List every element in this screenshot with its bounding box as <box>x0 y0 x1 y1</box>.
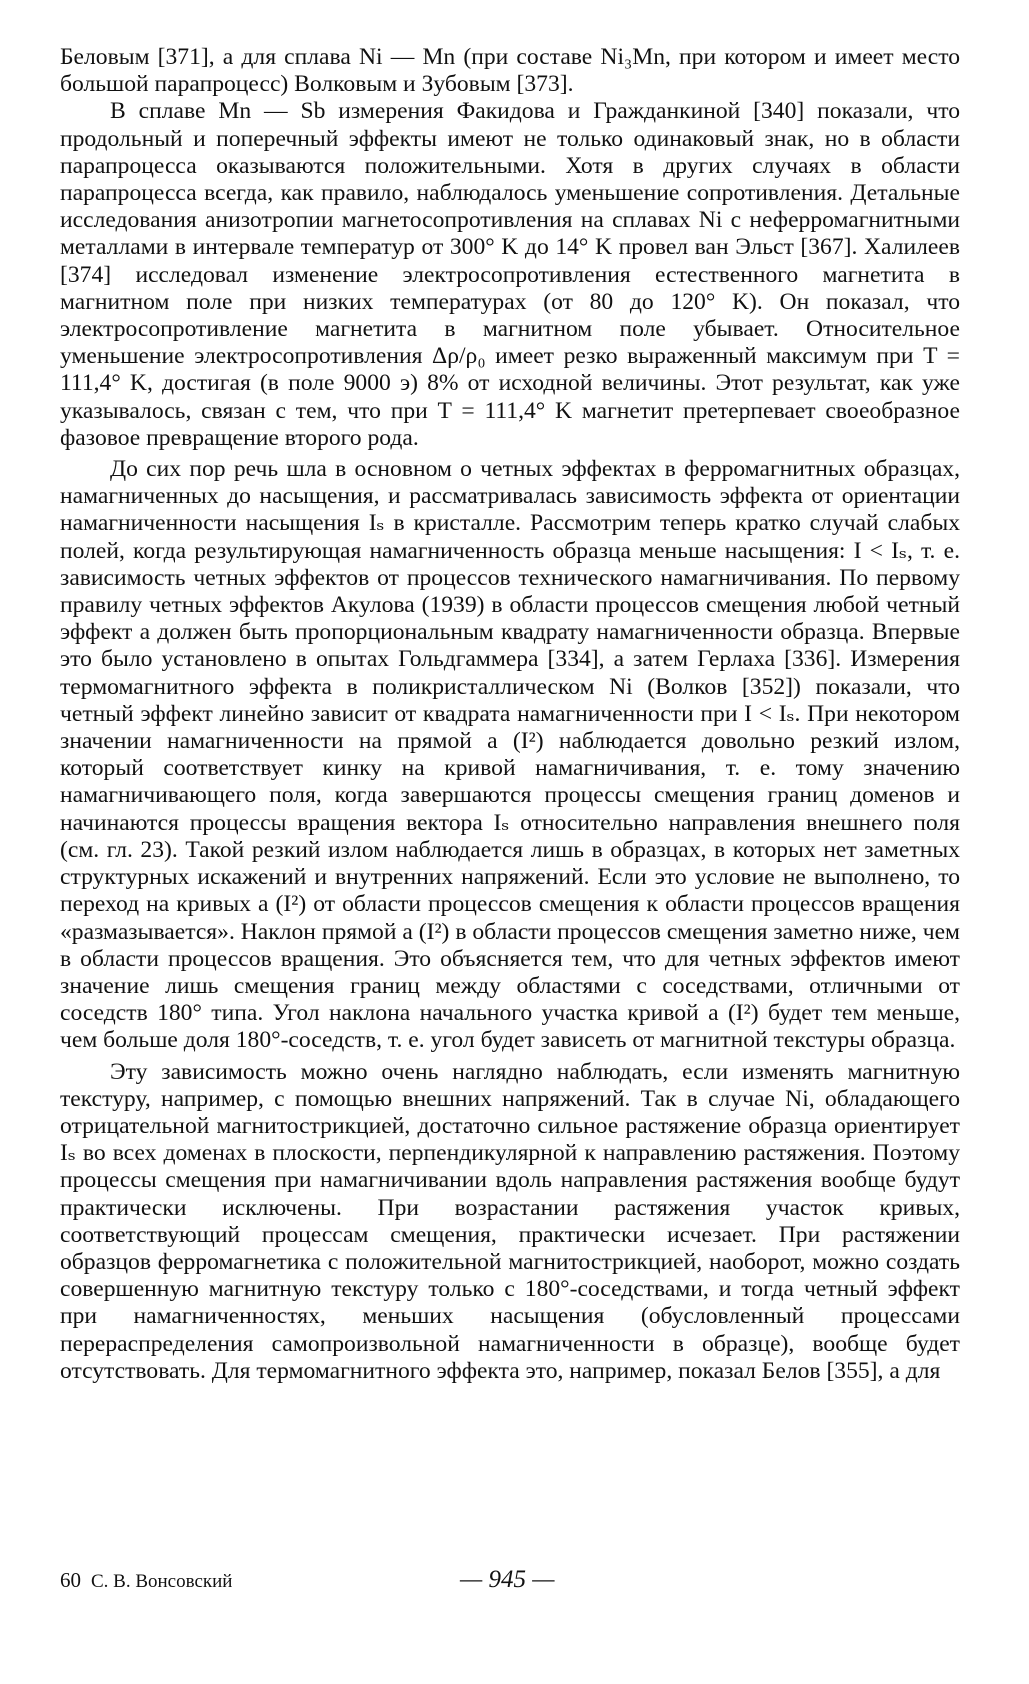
paragraph-1: Беловым [371], а для сплава Ni — Mn (при составе Ni₃Mn, при котором и имеет место большой парапроцесс) Волковым и Зубовым [373]. <box>60 44 960 98</box>
paragraph-4: Эту зависимость можно очень наглядно наблюдать, если изменять магнитную текстуру, например, с помощью внешних напряжений. Так в случае Ni, обладающего отрицательной магнитострикцией, достаточно сильное растяжение образца ориентирует Iₛ во всех доменах в плоскости, перпендикулярной к направлению растяжения. Поэтому процессы смещения при намагничивании вдоль направления растяжения вообще будут практически исключены. При возрастании растяжения участок кривых, соответствующий процессам смещения, практически исчезает. При растяжении образцов ферромагнетика с положительной магнитострикцией, наоборот, можно создать совершенную магнитную текстуру только с 180°-соседствами, и тогда четный эффект при намагниченностях, меньших насыщения (обусловленный процессами перераспределения самопроизвольной намагниченности в образце), вообще будет отсутствовать. Для термомагнитного эффекта это, например, показал Белов [355], а для <box>60 1058 960 1384</box>
page-number: — 945 — <box>460 1566 555 1593</box>
signature-text: С. В. Вонсовский <box>91 1571 233 1592</box>
page-footer <box>60 1568 960 1600</box>
paragraph-2: В сплаве Mn — Sb измерения Факидова и Гражданкиной [340] показали, что продольный и поперечный эффекты имеют не только одинаковый знак, но в области парапроцесса оказываются положительными. Хотя в других случаях в области парапроцесса всегда, как правило, наблюдалось уменьшение сопротивления. Детальные исследования анизотропии магнетосопротивления на сплавах Ni с неферромагнитными металлами в интервале температур от 300° K до 14° K провел ван Эльст [367]. Халилеев [374] исследовал изменение электросопротивления естественного магнетита в магнитном поле при низких температурах (от 80 до 120° K). Он показал, что электросопротивление магнетита в магнитном поле убывает. Относительное уменьшение электросопротивления Δρ/ρ₀ имеет резко выраженный максимум при T = 111,4° K, достигая (в поле 9000 э) 8% от исходной величины. Этот результат, как уже указывалось, связан с тем, что при T = 111,4° K магнетит претерпевает своеобразное фазовое превращение второго рода. <box>60 98 960 451</box>
main-text <box>60 44 960 1385</box>
signature-number: 60 <box>60 1568 81 1592</box>
printer-signature <box>60 1568 232 1593</box>
paragraph-3: До сих пор речь шла в основном о четных эффектах в ферромагнитных образцах, намагниченных до насыщения, и рассматривалась зависимость эффекта от ориентации намагниченности насыщения Iₛ в кристалле. Рассмотрим теперь кратко случай слабых полей, когда результирующая намагниченность образца меньше насыщения: I < Iₛ, т. е. зависимость четных эффектов от процессов технического намагничивания. По первому правилу четных эффектов Акулова (1939) в области процессов смещения любой четный эффект a должен быть пропорциональным квадрату намагниченности образца. Впервые это было установлено в опытах Гольдгаммера [334], а затем Герлаха [336]. Измерения термомагнитного эффекта в поликристаллическом Ni (Волков [352]) показали, что четный эффект линейно зависит от квадрата намагниченности при I < Iₛ. При некотором значении намагниченности на прямой a (I²) наблюдается довольно резкий излом, который соответствует кинку на кривой намагничивания, т. е. тому значению намагничивающего поля, когда завершаются процессы смещения границ доменов и начинаются процессы вращения вектора Iₛ относительно направления внешнего поля (см. гл. 23). Такой резкий излом наблюдается лишь в образцах, в которых нет заметных структурных искажений и внутренних напряжений. Если это условие не выполнено, то переход на кривых a (I²) от области процессов смещения к области процессов вращения «размазывается». Наклон прямой a (I²) в области процессов смещения заметно ниже, чем в области процессов вращения. Это объясняется тем, что для четных эффектов имеют значение лишь смещения границ между областями с соседствами, отличными от соседств 180° типа. Угол наклона начального участка кривой a (I²) будет тем меньше, чем больше доля 180°-соседств, т. е. угол будет зависеть от магнитной текстуры образца. <box>60 456 960 1054</box>
